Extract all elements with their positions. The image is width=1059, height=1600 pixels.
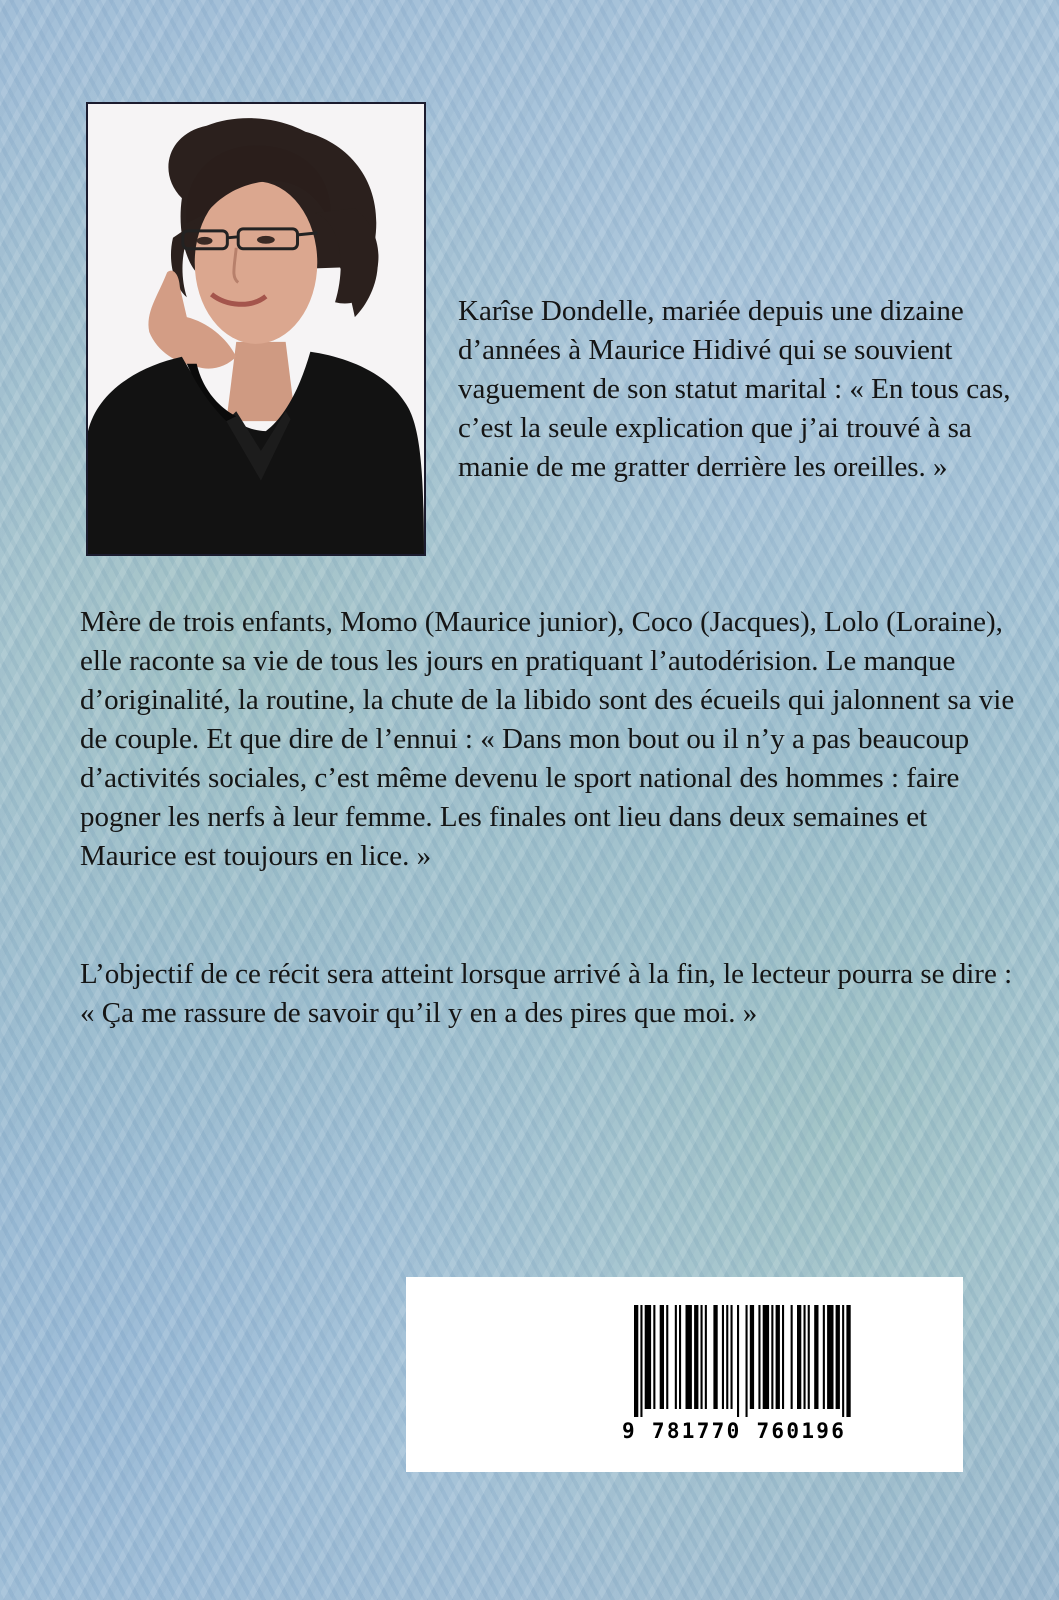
author-photo — [86, 102, 426, 556]
objective-paragraph — [80, 955, 1020, 1033]
author-portrait-icon — [88, 104, 424, 554]
barcode-digits: 9 781770 760196 — [622, 1419, 847, 1443]
barcode-panel — [406, 1277, 963, 1472]
intro-text: Karîse Dondelle, mariée depuis une dizaine d’années à Maurice Hidivé qui se souvient vaguement de son statut marital : « En tous cas, c’est la seule explication que j’ai trouvé à sa manie de me gratter derrière les oreilles. » — [458, 295, 1011, 483]
objective-text: L’objectif de ce récit sera atteint lorsque arrivé à la fin, le lecteur pourra se dire : « Ça me rassure de savoir qu’il y en a des pires que moi. » — [80, 958, 1013, 1029]
author-intro-paragraph — [458, 292, 1018, 487]
description-text: Mère de trois enfants, Momo (Maurice junior), Coco (Jacques), Lolo (Loraine), elle raconte sa vie de tous les jours en pratiquant l’autodérision. Le manque d’originalité, la routine, la chute de la libido sont des écueils qui jalonnent sa vie de couple. Et que dire de l’ennui : « Dans mon bout ou il n’y a pas beaucoup d’activités sociales, c’est même devenu le sport national des hommes : faire pogner les nerfs à leur femme. Les finales ont lieu dans deux semaines et Maurice est toujours en lice. » — [80, 606, 1015, 872]
isbn-barcode-icon — [622, 1305, 912, 1417]
description-paragraph — [80, 603, 1020, 876]
